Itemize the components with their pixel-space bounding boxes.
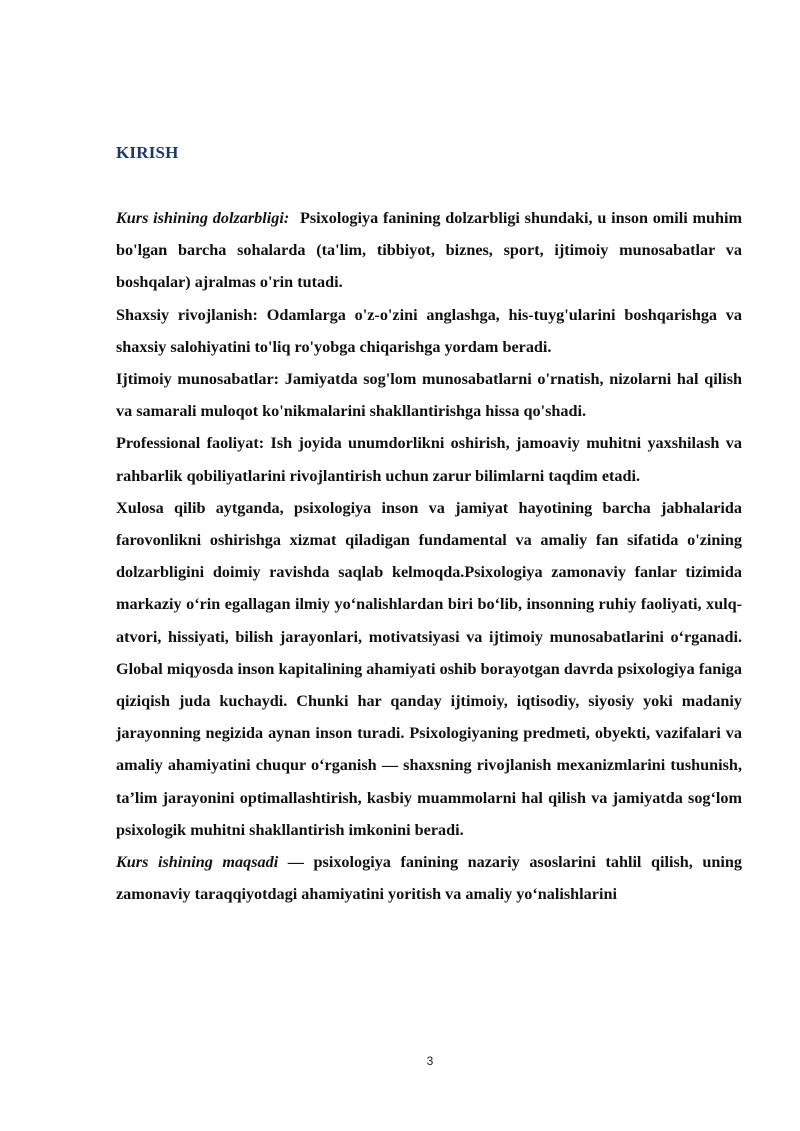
paragraph-relevance: [116, 202, 742, 299]
section-heading: KIRISH: [116, 143, 179, 162]
paragraph-personal-development: Shaxsiy rivojlanish: Odamlarga o'z-o'zini anglashga, his-tuyg'ularini boshqarishga va shaxsiy salohiyatini to'liq ro'yobga chiqarishga yordam beradi.: [116, 305, 742, 356]
relevance-label: Kurs ishining dolzarbligi:: [116, 209, 290, 227]
paragraph-goal: [116, 846, 742, 910]
relevance-text: Psixologiya fanining dolzarbligi shundaki, u inson omili muhim bo'lgan barcha sohalarda (ta'lim, tibbiyot, biznes, sport, ijtimoiy munosabatlar va boshqalar) ajralmas o'rin tutadi.: [116, 209, 742, 292]
paragraph-professional-activity: Professional faoliyat: Ish joyida unumdorlikni oshirish, jamoaviy muhitni yaxshilash va rahbarlik qobiliyatlarini rivojlantirish uchun zarur bilimlarni taqdim etadi.: [116, 434, 742, 485]
page-number: 3: [426, 1054, 434, 1068]
goal-text: — psixologiya fanining nazariy asoslarini tahlil qilish, uning zamonaviy taraqqiyotdagi ahamiyatini yoritish va amaliy yo‘nalishlarini: [116, 853, 743, 904]
paragraph-social-relations: Ijtimoiy munosabatlar: Jamiyatda sog'lom munosabatlarni o'rnatish, nizolarni hal qilish va samarali muloqot ko'nikmalarini shakllantirishga hissa qo'shadi.: [116, 370, 742, 421]
goal-label: Kurs ishining maqsadi: [116, 853, 279, 872]
body-text: [116, 202, 742, 910]
paragraph-conclusion: Xulosa qilib aytganda, psixologiya inson va jamiyat hayotining barcha jabhalarida farovonlikni oshirishga xizmat qiladigan fundamental va amaliy fan sifatida o'zining dolzarbligini doimiy ravishda saqlab kelmoqda.Psixologiya zamonaviy fanlar tizimida markaziy o‘rin egallagan ilmiy yo‘nalishlardan biri bo‘lib, insonning ruhiy faoliyati, xulq-atvori, hissiyati, bilish jarayonlari, motivatsiyasi va ijtimoiy munosabatlarini o‘rganadi. Global miqyosda inson kapitalining ahamiyati oshib borayotgan davrda psixologiya faniga qiziqish juda kuchaydi. Chunki har qanday ijtimoiy, iqtisodiy, siyosiy yoki madaniy jarayonning negizida aynan inson turadi. Psixologiyaning predmeti, obyekti, vazifalari va amaliy ahamiyatini chuqur o‘rganish — shaxsning rivojlanish mexanizmlarini tushunish, ta’lim jarayonini optimallashtirish, kasbiy muammolarni hal qilish va jamiyatda sog‘lom psixologik muhitni shakllantirish imkonini beradi.: [116, 498, 742, 839]
